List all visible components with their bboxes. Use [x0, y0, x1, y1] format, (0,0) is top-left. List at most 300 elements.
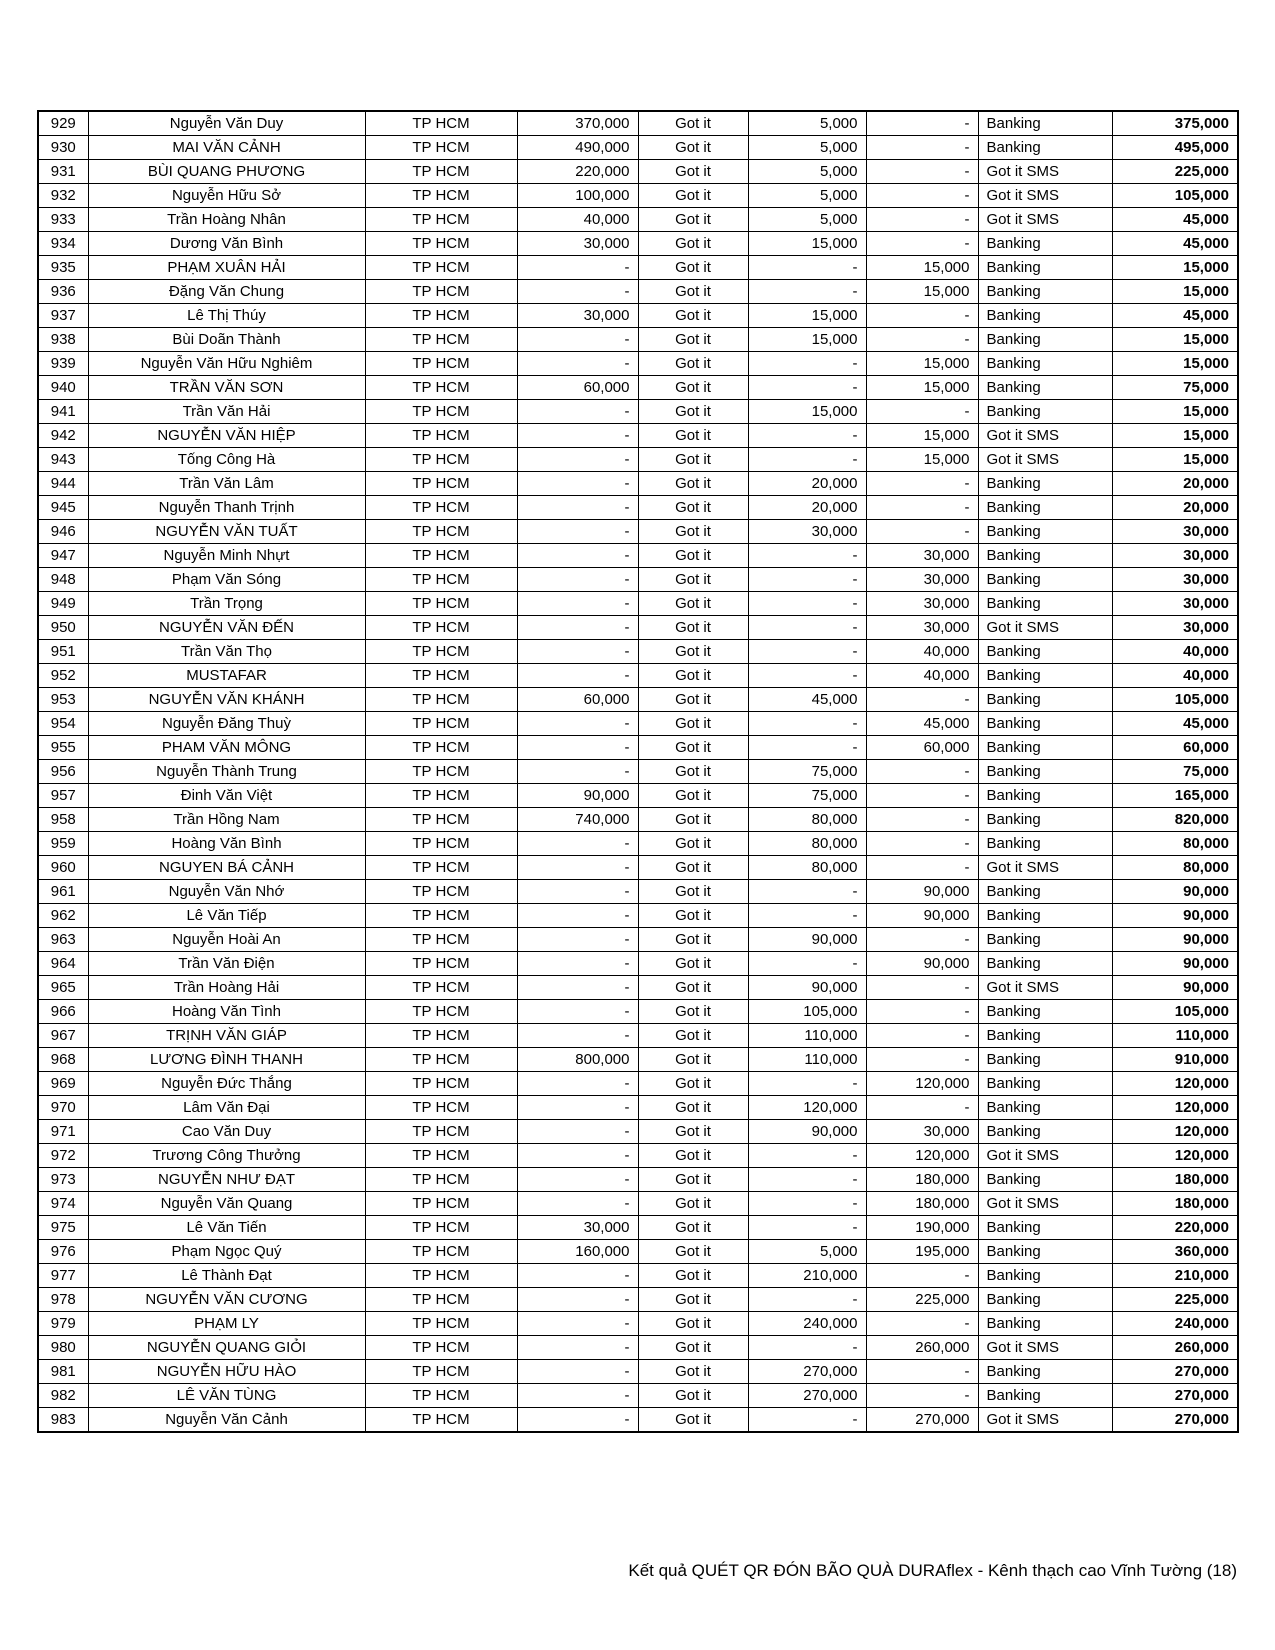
total-cell: 270,000: [1112, 1384, 1238, 1408]
table-row: [38, 640, 1238, 664]
region-cell: TP HCM: [365, 928, 517, 952]
amount-2-cell: -: [748, 1408, 866, 1433]
total-cell: 60,000: [1112, 736, 1238, 760]
amount-3-cell: 180,000: [866, 1168, 978, 1192]
table-row: [38, 1096, 1238, 1120]
reward-channel-cell: Banking: [978, 280, 1112, 304]
region-cell: TP HCM: [365, 664, 517, 688]
status-cell: Got it: [638, 1192, 748, 1216]
amount-1-cell: 90,000: [517, 784, 638, 808]
total-cell: 20,000: [1112, 496, 1238, 520]
row-number-cell: 947: [38, 544, 88, 568]
name-cell: Nguyễn Văn Cảnh: [88, 1408, 365, 1433]
region-cell: TP HCM: [365, 808, 517, 832]
table-row: [38, 184, 1238, 208]
reward-channel-cell: Got it SMS: [978, 1192, 1112, 1216]
region-cell: TP HCM: [365, 1024, 517, 1048]
name-cell: Cao Văn Duy: [88, 1120, 365, 1144]
region-cell: TP HCM: [365, 352, 517, 376]
total-cell: 495,000: [1112, 136, 1238, 160]
amount-2-cell: -: [748, 448, 866, 472]
row-number-cell: 948: [38, 568, 88, 592]
amount-1-cell: -: [517, 592, 638, 616]
total-cell: 45,000: [1112, 712, 1238, 736]
row-number-cell: 929: [38, 111, 88, 136]
region-cell: TP HCM: [365, 280, 517, 304]
status-cell: Got it: [638, 304, 748, 328]
region-cell: TP HCM: [365, 832, 517, 856]
reward-channel-cell: Got it SMS: [978, 856, 1112, 880]
table-row: [38, 496, 1238, 520]
name-cell: Bùi Doãn Thành: [88, 328, 365, 352]
reward-channel-cell: Banking: [978, 328, 1112, 352]
reward-channel-cell: Got it SMS: [978, 1336, 1112, 1360]
table-row: [38, 544, 1238, 568]
name-cell: Nguyễn Văn Hữu Nghiêm: [88, 352, 365, 376]
amount-2-cell: -: [748, 1168, 866, 1192]
region-cell: TP HCM: [365, 1336, 517, 1360]
table-row: [38, 1336, 1238, 1360]
amount-3-cell: -: [866, 1360, 978, 1384]
region-cell: TP HCM: [365, 616, 517, 640]
amount-1-cell: -: [517, 1264, 638, 1288]
amount-1-cell: -: [517, 880, 638, 904]
table-row: [38, 1072, 1238, 1096]
total-cell: 375,000: [1112, 111, 1238, 136]
status-cell: Got it: [638, 424, 748, 448]
amount-3-cell: -: [866, 400, 978, 424]
status-cell: Got it: [638, 520, 748, 544]
status-cell: Got it: [638, 688, 748, 712]
amount-3-cell: 15,000: [866, 352, 978, 376]
page-footer-caption: Kết quả QUÉT QR ĐÓN BÃO QUÀ DURAflex - Kênh thạch cao Vĩnh Tường (18): [628, 1561, 1237, 1580]
region-cell: TP HCM: [365, 1264, 517, 1288]
table-row: [38, 136, 1238, 160]
reward-channel-cell: Banking: [978, 304, 1112, 328]
reward-channel-cell: Banking: [978, 832, 1112, 856]
row-number-cell: 977: [38, 1264, 88, 1288]
reward-channel-cell: Got it SMS: [978, 424, 1112, 448]
amount-2-cell: 80,000: [748, 856, 866, 880]
total-cell: 225,000: [1112, 160, 1238, 184]
amount-2-cell: 15,000: [748, 328, 866, 352]
amount-2-cell: -: [748, 952, 866, 976]
table-row: [38, 424, 1238, 448]
name-cell: Dương Văn Bình: [88, 232, 365, 256]
amount-3-cell: 30,000: [866, 592, 978, 616]
table-row: [38, 1144, 1238, 1168]
row-number-cell: 949: [38, 592, 88, 616]
amount-1-cell: -: [517, 520, 638, 544]
region-cell: TP HCM: [365, 1240, 517, 1264]
amount-3-cell: -: [866, 1264, 978, 1288]
name-cell: Nguyễn Minh Nhựt: [88, 544, 365, 568]
region-cell: TP HCM: [365, 208, 517, 232]
table-row: [38, 976, 1238, 1000]
total-cell: 220,000: [1112, 1216, 1238, 1240]
reward-channel-cell: Got it SMS: [978, 616, 1112, 640]
table-row: [38, 928, 1238, 952]
amount-1-cell: 100,000: [517, 184, 638, 208]
region-cell: TP HCM: [365, 904, 517, 928]
status-cell: Got it: [638, 376, 748, 400]
status-cell: Got it: [638, 1024, 748, 1048]
row-number-cell: 973: [38, 1168, 88, 1192]
amount-1-cell: -: [517, 400, 638, 424]
region-cell: TP HCM: [365, 640, 517, 664]
reward-channel-cell: Banking: [978, 1000, 1112, 1024]
table-row: [38, 664, 1238, 688]
total-cell: 105,000: [1112, 688, 1238, 712]
total-cell: 180,000: [1112, 1168, 1238, 1192]
total-cell: 120,000: [1112, 1144, 1238, 1168]
region-cell: TP HCM: [365, 976, 517, 1000]
amount-1-cell: 60,000: [517, 688, 638, 712]
name-cell: Phạm Văn Sóng: [88, 568, 365, 592]
row-number-cell: 975: [38, 1216, 88, 1240]
status-cell: Got it: [638, 808, 748, 832]
table-row: [38, 856, 1238, 880]
total-cell: 45,000: [1112, 304, 1238, 328]
region-cell: TP HCM: [365, 784, 517, 808]
amount-3-cell: -: [866, 1096, 978, 1120]
table-row: [38, 304, 1238, 328]
status-cell: Got it: [638, 208, 748, 232]
row-number-cell: 962: [38, 904, 88, 928]
amount-2-cell: -: [748, 1144, 866, 1168]
total-cell: 15,000: [1112, 280, 1238, 304]
amount-1-cell: -: [517, 832, 638, 856]
row-number-cell: 978: [38, 1288, 88, 1312]
reward-channel-cell: Banking: [978, 400, 1112, 424]
region-cell: TP HCM: [365, 1000, 517, 1024]
reward-channel-cell: Banking: [978, 1096, 1112, 1120]
total-cell: 40,000: [1112, 640, 1238, 664]
amount-1-cell: 40,000: [517, 208, 638, 232]
table-row: [38, 880, 1238, 904]
status-cell: Got it: [638, 976, 748, 1000]
amount-1-cell: -: [517, 496, 638, 520]
total-cell: 45,000: [1112, 208, 1238, 232]
amount-2-cell: 20,000: [748, 496, 866, 520]
amount-3-cell: 30,000: [866, 616, 978, 640]
region-cell: TP HCM: [365, 1144, 517, 1168]
amount-2-cell: 110,000: [748, 1048, 866, 1072]
table-row: [38, 160, 1238, 184]
table-row: [38, 592, 1238, 616]
status-cell: Got it: [638, 952, 748, 976]
amount-3-cell: 15,000: [866, 424, 978, 448]
amount-3-cell: -: [866, 928, 978, 952]
table-row: [38, 111, 1238, 136]
row-number-cell: 952: [38, 664, 88, 688]
amount-1-cell: -: [517, 1144, 638, 1168]
status-cell: Got it: [638, 1312, 748, 1336]
row-number-cell: 980: [38, 1336, 88, 1360]
total-cell: 120,000: [1112, 1072, 1238, 1096]
row-number-cell: 930: [38, 136, 88, 160]
name-cell: NGUYỄN VĂN ĐẾN: [88, 616, 365, 640]
amount-1-cell: -: [517, 928, 638, 952]
reward-channel-cell: Got it SMS: [978, 1144, 1112, 1168]
amount-1-cell: -: [517, 1360, 638, 1384]
table-row: [38, 256, 1238, 280]
amount-1-cell: -: [517, 1312, 638, 1336]
name-cell: Nguyễn Văn Quang: [88, 1192, 365, 1216]
reward-channel-cell: Banking: [978, 712, 1112, 736]
table-row: [38, 1192, 1238, 1216]
row-number-cell: 935: [38, 256, 88, 280]
amount-3-cell: -: [866, 1384, 978, 1408]
amount-1-cell: -: [517, 1384, 638, 1408]
amount-2-cell: 90,000: [748, 1120, 866, 1144]
amount-2-cell: -: [748, 1288, 866, 1312]
reward-channel-cell: Banking: [978, 1072, 1112, 1096]
row-number-cell: 954: [38, 712, 88, 736]
total-cell: 80,000: [1112, 832, 1238, 856]
amount-2-cell: -: [748, 256, 866, 280]
amount-1-cell: 740,000: [517, 808, 638, 832]
amount-1-cell: -: [517, 424, 638, 448]
status-cell: Got it: [638, 1288, 748, 1312]
total-cell: 15,000: [1112, 352, 1238, 376]
status-cell: Got it: [638, 256, 748, 280]
total-cell: 15,000: [1112, 328, 1238, 352]
reward-channel-cell: Got it SMS: [978, 1408, 1112, 1433]
amount-3-cell: -: [866, 520, 978, 544]
region-cell: TP HCM: [365, 184, 517, 208]
amount-3-cell: 120,000: [866, 1072, 978, 1096]
table-row: [38, 1360, 1238, 1384]
total-cell: 30,000: [1112, 568, 1238, 592]
status-cell: Got it: [638, 736, 748, 760]
region-cell: TP HCM: [365, 472, 517, 496]
name-cell: Trương Công Thưởng: [88, 1144, 365, 1168]
reward-channel-cell: Banking: [978, 1384, 1112, 1408]
total-cell: 40,000: [1112, 664, 1238, 688]
reward-channel-cell: Banking: [978, 136, 1112, 160]
row-number-cell: 943: [38, 448, 88, 472]
amount-3-cell: 180,000: [866, 1192, 978, 1216]
table-row: [38, 688, 1238, 712]
row-number-cell: 959: [38, 832, 88, 856]
table-row: [38, 808, 1238, 832]
name-cell: Đinh Văn Việt: [88, 784, 365, 808]
region-cell: TP HCM: [365, 1168, 517, 1192]
amount-1-cell: 220,000: [517, 160, 638, 184]
table-row: [38, 520, 1238, 544]
amount-3-cell: 15,000: [866, 280, 978, 304]
status-cell: Got it: [638, 472, 748, 496]
row-number-cell: 979: [38, 1312, 88, 1336]
name-cell: Nguyễn Hoài An: [88, 928, 365, 952]
reward-channel-cell: Banking: [978, 1048, 1112, 1072]
amount-3-cell: 60,000: [866, 736, 978, 760]
amount-1-cell: -: [517, 1120, 638, 1144]
total-cell: 225,000: [1112, 1288, 1238, 1312]
amount-1-cell: -: [517, 664, 638, 688]
amount-3-cell: -: [866, 784, 978, 808]
row-number-cell: 953: [38, 688, 88, 712]
status-cell: Got it: [638, 1096, 748, 1120]
total-cell: 270,000: [1112, 1360, 1238, 1384]
amount-1-cell: -: [517, 952, 638, 976]
row-number-cell: 934: [38, 232, 88, 256]
table-row: [38, 568, 1238, 592]
total-cell: 240,000: [1112, 1312, 1238, 1336]
table-row: [38, 1120, 1238, 1144]
total-cell: 120,000: [1112, 1096, 1238, 1120]
total-cell: 90,000: [1112, 904, 1238, 928]
amount-3-cell: -: [866, 136, 978, 160]
name-cell: PHẠM LY: [88, 1312, 365, 1336]
status-cell: Got it: [638, 1000, 748, 1024]
table-row: [38, 1312, 1238, 1336]
reward-channel-cell: Banking: [978, 496, 1112, 520]
amount-3-cell: 30,000: [866, 1120, 978, 1144]
status-cell: Got it: [638, 328, 748, 352]
name-cell: Trần Trọng: [88, 592, 365, 616]
amount-3-cell: 40,000: [866, 640, 978, 664]
total-cell: 105,000: [1112, 184, 1238, 208]
region-cell: TP HCM: [365, 568, 517, 592]
region-cell: TP HCM: [365, 1408, 517, 1433]
amount-2-cell: 45,000: [748, 688, 866, 712]
status-cell: Got it: [638, 496, 748, 520]
status-cell: Got it: [638, 1408, 748, 1433]
amount-2-cell: -: [748, 376, 866, 400]
reward-channel-cell: Banking: [978, 568, 1112, 592]
amount-1-cell: -: [517, 472, 638, 496]
reward-channel-cell: Banking: [978, 376, 1112, 400]
name-cell: NGUYỄN NHƯ ĐẠT: [88, 1168, 365, 1192]
table-row: [38, 472, 1238, 496]
amount-2-cell: -: [748, 880, 866, 904]
name-cell: Trần Văn Hải: [88, 400, 365, 424]
amount-3-cell: -: [866, 184, 978, 208]
amount-3-cell: 15,000: [866, 376, 978, 400]
table-row: [38, 1264, 1238, 1288]
region-cell: TP HCM: [365, 1216, 517, 1240]
table-row: [38, 400, 1238, 424]
amount-2-cell: 105,000: [748, 1000, 866, 1024]
table-row: [38, 1024, 1238, 1048]
row-number-cell: 945: [38, 496, 88, 520]
status-cell: Got it: [638, 1240, 748, 1264]
row-number-cell: 941: [38, 400, 88, 424]
amount-3-cell: 260,000: [866, 1336, 978, 1360]
name-cell: Lâm Văn Đại: [88, 1096, 365, 1120]
amount-1-cell: -: [517, 1072, 638, 1096]
reward-channel-cell: Banking: [978, 1120, 1112, 1144]
status-cell: Got it: [638, 1384, 748, 1408]
name-cell: MAI VĂN CẢNH: [88, 136, 365, 160]
name-cell: Đặng Văn Chung: [88, 280, 365, 304]
amount-1-cell: -: [517, 1168, 638, 1192]
amount-3-cell: -: [866, 1000, 978, 1024]
amount-2-cell: 75,000: [748, 760, 866, 784]
reward-channel-cell: Banking: [978, 111, 1112, 136]
total-cell: 110,000: [1112, 1024, 1238, 1048]
region-cell: TP HCM: [365, 1096, 517, 1120]
reward-channel-cell: Banking: [978, 1288, 1112, 1312]
amount-2-cell: 15,000: [748, 304, 866, 328]
amount-2-cell: -: [748, 712, 866, 736]
row-number-cell: 964: [38, 952, 88, 976]
amount-1-cell: -: [517, 712, 638, 736]
status-cell: Got it: [638, 712, 748, 736]
name-cell: Trần Văn Lâm: [88, 472, 365, 496]
amount-3-cell: -: [866, 856, 978, 880]
table-row: [38, 208, 1238, 232]
amount-2-cell: 5,000: [748, 208, 866, 232]
name-cell: Nguyễn Thanh Trịnh: [88, 496, 365, 520]
total-cell: 90,000: [1112, 952, 1238, 976]
table-row: [38, 616, 1238, 640]
total-cell: 105,000: [1112, 1000, 1238, 1024]
name-cell: NGUYỄN VĂN TUẤT: [88, 520, 365, 544]
total-cell: 75,000: [1112, 760, 1238, 784]
table-row: [38, 1216, 1238, 1240]
status-cell: Got it: [638, 184, 748, 208]
total-cell: 30,000: [1112, 520, 1238, 544]
amount-2-cell: 15,000: [748, 232, 866, 256]
amount-1-cell: -: [517, 1024, 638, 1048]
total-cell: 80,000: [1112, 856, 1238, 880]
amount-2-cell: -: [748, 1072, 866, 1096]
reward-channel-cell: Banking: [978, 952, 1112, 976]
amount-3-cell: -: [866, 111, 978, 136]
name-cell: Tống Công Hà: [88, 448, 365, 472]
region-cell: TP HCM: [365, 856, 517, 880]
amount-2-cell: -: [748, 1336, 866, 1360]
region-cell: TP HCM: [365, 736, 517, 760]
amount-2-cell: -: [748, 904, 866, 928]
amount-1-cell: -: [517, 736, 638, 760]
amount-1-cell: -: [517, 448, 638, 472]
amount-3-cell: -: [866, 760, 978, 784]
status-cell: Got it: [638, 232, 748, 256]
region-cell: TP HCM: [365, 496, 517, 520]
region-cell: TP HCM: [365, 592, 517, 616]
amount-2-cell: -: [748, 592, 866, 616]
amount-1-cell: -: [517, 856, 638, 880]
status-cell: Got it: [638, 928, 748, 952]
row-number-cell: 939: [38, 352, 88, 376]
reward-channel-cell: Banking: [978, 256, 1112, 280]
table-row: [38, 952, 1238, 976]
row-number-cell: 968: [38, 1048, 88, 1072]
region-cell: TP HCM: [365, 424, 517, 448]
reward-channel-cell: Banking: [978, 664, 1112, 688]
total-cell: 120,000: [1112, 1120, 1238, 1144]
status-cell: Got it: [638, 1336, 748, 1360]
table-row: [38, 1288, 1238, 1312]
reward-channel-cell: Banking: [978, 592, 1112, 616]
table-row: [38, 1048, 1238, 1072]
table-row: [38, 736, 1238, 760]
amount-2-cell: 5,000: [748, 160, 866, 184]
total-cell: 90,000: [1112, 880, 1238, 904]
status-cell: Got it: [638, 1264, 748, 1288]
amount-1-cell: -: [517, 328, 638, 352]
name-cell: NGUYỄN HỮU HÀO: [88, 1360, 365, 1384]
status-cell: Got it: [638, 880, 748, 904]
status-cell: Got it: [638, 280, 748, 304]
status-cell: Got it: [638, 136, 748, 160]
status-cell: Got it: [638, 616, 748, 640]
status-cell: Got it: [638, 640, 748, 664]
